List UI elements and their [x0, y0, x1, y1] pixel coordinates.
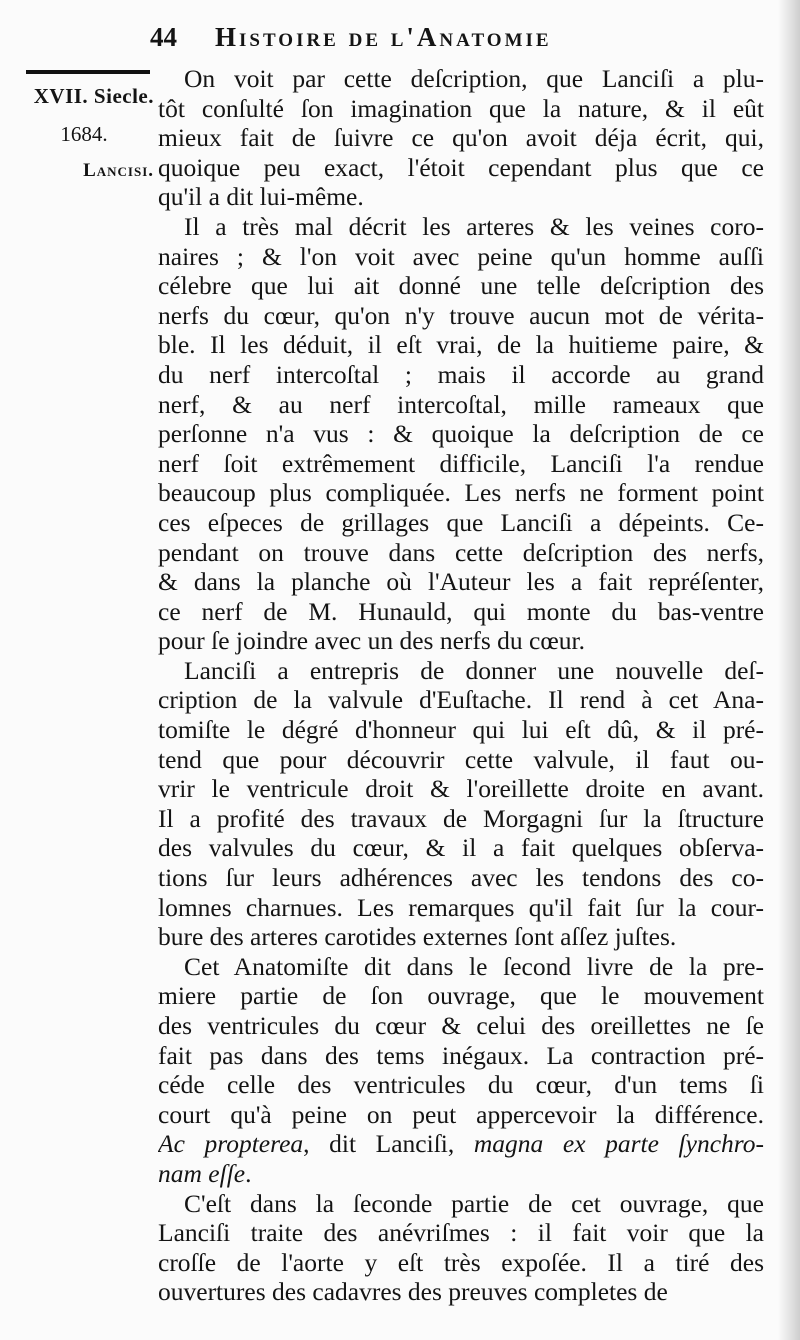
- paragraph: [158, 656, 764, 952]
- text-line: & dans la planche où l'Auteur les a fait repréſenter,: [158, 567, 764, 597]
- text-line: céde celle des ventricules du cœur, d'un tems ſi: [158, 1070, 764, 1100]
- text-line: tend que pour découvrir cette valvule, il faut ou-: [158, 744, 764, 774]
- paragraph: [158, 1189, 764, 1307]
- body-text: [158, 64, 764, 1307]
- text-line: ble. Il les déduit, il eſt vrai, de la huitieme paire, &: [158, 330, 764, 360]
- text-line: croſſe de l'aorte y eſt très expoſée. Il a tiré des: [158, 1247, 764, 1277]
- text-line: nerfs du cœur, qu'on n'y trouve aucun mot de vérita-: [158, 300, 764, 330]
- text-line: nerf, & au nerf intercoſtal, mille rameaux que: [158, 389, 764, 419]
- margin-rule: [26, 70, 150, 74]
- text-line: tions ſur leurs adhérences avec les tendons des co-: [158, 863, 764, 893]
- text-line: fait pas dans des tems inégaux. La contraction pré-: [158, 1040, 764, 1070]
- text-line: bure des arteres carotides externes ſont aſſez juſtes.: [158, 922, 677, 952]
- text-line: lomnes charnues. Les remarques qu'il fait ſur la cour-: [158, 892, 764, 922]
- text-line: naires ; & l'on voit avec peine qu'un homme auſſi: [158, 241, 764, 271]
- text-line: pour ſe joindre avec un des nerfs du cœur.: [158, 626, 585, 656]
- text-line: quoique peu exact, l'étoit cependant plus que ce: [158, 152, 764, 182]
- text-line: célebre que lui ait donné une telle deſcription des: [158, 271, 764, 301]
- text-line: vrir le ventricule droit & l'oreillette droite en avant.: [158, 774, 764, 804]
- paragraph: [158, 64, 764, 212]
- running-header: [150, 22, 780, 62]
- text-line: ouvertures des cadavres des preuves completes de: [158, 1277, 668, 1307]
- margin-author: Lancisi.: [83, 160, 154, 181]
- text-line: tomiſte le dégré d'honneur qui lui eſt dû, & il pré-: [158, 715, 764, 745]
- text-line: nerf ſoit extrêmement difficile, Lanciſi l'a rendue: [158, 448, 764, 478]
- text-line: ce nerf de M. Hunauld, qui monte du bas-ventre: [158, 596, 764, 626]
- margin-year: 1684.: [60, 122, 108, 146]
- text-line: Il a très mal décrit les arteres & les veines coro-: [184, 211, 764, 241]
- paragraph: [158, 952, 764, 1189]
- text-line: cription de la valvule d'Euſtache. Il rend à cet Ana-: [158, 685, 764, 715]
- text-line: C'eſt dans la ſeconde partie de cet ouvrage, que: [184, 1188, 764, 1218]
- text-line: mieux fait de ſuivre ce qu'on avoit déja écrit, qui,: [158, 123, 764, 153]
- text-line: Lanciſi traite des anévriſmes : il fait voir que la: [158, 1218, 764, 1248]
- page-number: 44: [150, 22, 177, 52]
- text-line: miere partie de ſon ouvrage, que le mouvement: [158, 981, 764, 1011]
- text-line: pendant on trouve dans cette deſcription des nerfs,: [158, 537, 764, 567]
- text-line: Cet Anatomiſte dit dans le ſecond livre de la pre-: [184, 951, 764, 981]
- text-line: court qu'à peine on peut appercevoir la différence.: [158, 1099, 764, 1129]
- text-line: Il a profité des travaux de Morgagni ſur la ſtructure: [158, 803, 764, 833]
- text-line: perſonne n'a vus : & quoique la deſcription de ce: [158, 419, 764, 449]
- text-line: des valvules du cœur, & il a fait quelques obſerva-: [158, 833, 764, 863]
- text-line: beaucoup plus compliquée. Les nerfs ne forment point: [158, 478, 764, 508]
- page-edge-shadow: [778, 0, 800, 1340]
- margin-century: XVII. Siecle.: [33, 84, 154, 108]
- text-line: On voit par cette deſcription, que Lanciſi a plu-: [184, 64, 764, 93]
- text-line: tôt conſulté ſon imagination que la nature, & il eût: [158, 93, 764, 123]
- text-line: du nerf intercoſtal ; mais il accorde au grand: [158, 359, 764, 389]
- text-line: des ventricules du cœur & celui des oreillettes ne ſe: [158, 1011, 764, 1040]
- paragraph: [158, 212, 764, 656]
- text-line: nam eſſe.: [158, 1158, 252, 1188]
- text-line: ces eſpeces de grillages que Lanciſi a dépeints. Ce-: [158, 507, 764, 537]
- text-line: qu'il a dit lui-même.: [158, 182, 364, 212]
- text-line: Lanciſi a entrepris de donner une nouvelle deſ-: [184, 655, 764, 685]
- text-line: Ac propterea, dit Lanciſi, magna ex parte ſynchro-: [158, 1129, 764, 1159]
- running-title: Histoire de l'Anatomie: [215, 22, 552, 52]
